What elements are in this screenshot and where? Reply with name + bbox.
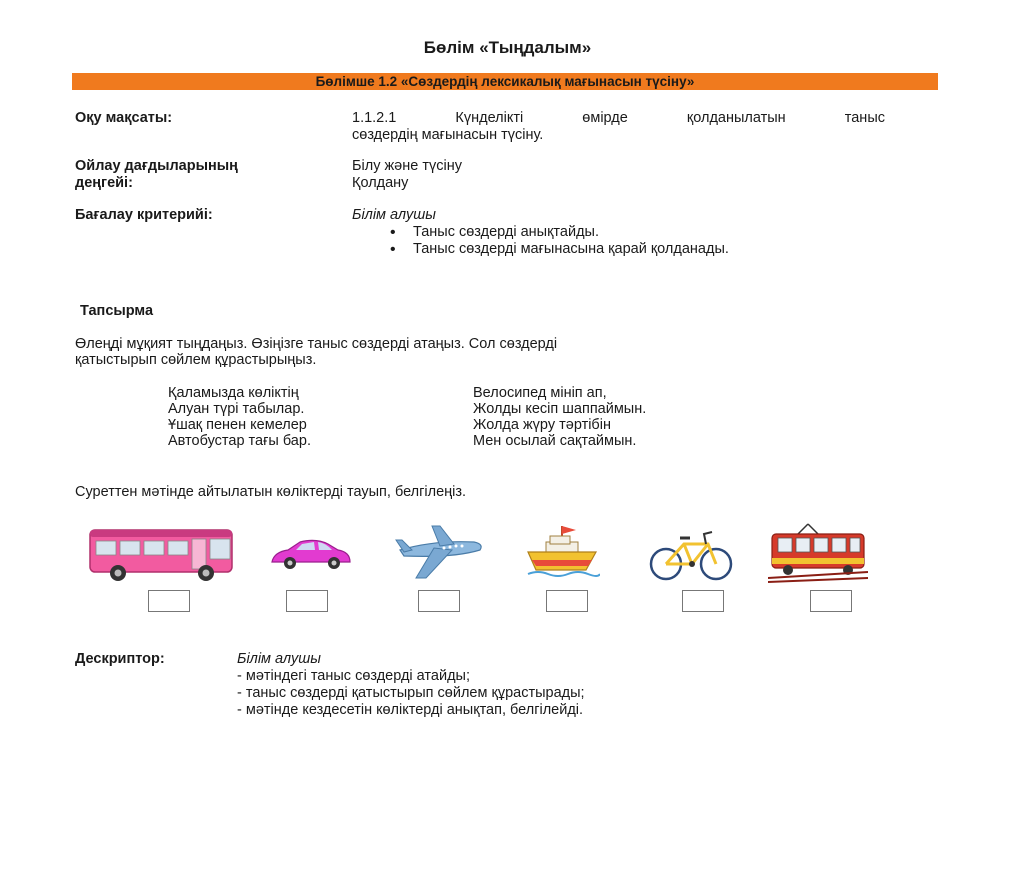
thinking-value-line2: Қолдану	[352, 175, 409, 191]
poem-line: Автобустар тағы бар.	[168, 433, 311, 449]
objective-label: Оқу мақсаты:	[75, 110, 173, 126]
criteria-list	[388, 224, 768, 258]
criteria-intro: Білім алушы	[352, 207, 436, 223]
poem-line: Ұшақ пенен кемелер	[168, 417, 307, 433]
criteria-label: Бағалау критерийі:	[75, 207, 213, 223]
airplane-icon	[394, 522, 486, 584]
thinking-label-line1: Ойлау дағдыларының	[75, 158, 238, 174]
poem-right-stanza	[473, 385, 646, 449]
tram-checkbox[interactable]	[810, 590, 852, 612]
descriptor-block	[237, 651, 585, 719]
picture-task-text: Суреттен мәтінде айтылатын көліктерді тауып, белгілеңіз.	[75, 484, 467, 500]
task-heading: Тапсырма	[80, 303, 154, 319]
poem-line: Жолды кесіп шаппаймын.	[473, 401, 647, 417]
subsection-banner: Бөлімше 1.2 «Сөздердің лексикалық мағынасын түсіну»	[72, 73, 938, 90]
task-instruction-line2: қатыстырып сөйлем құрастырыңыз.	[75, 352, 317, 368]
poem-line: Алуан түрі табылар.	[168, 401, 305, 417]
tram-icon	[768, 522, 868, 584]
objective-text-line2: сөздердің мағынасын түсіну.	[352, 127, 544, 143]
descriptor-item: - таныс сөздерді қатыстырып сөйлем құрастырады;	[237, 685, 585, 701]
descriptor-item: - мәтінде кездесетін көліктерді анықтап, белгілейді.	[237, 702, 584, 718]
ship-checkbox[interactable]	[546, 590, 588, 612]
poem-line: Мен осылай сақтаймын.	[473, 433, 637, 449]
bicycle-icon	[646, 522, 738, 584]
descriptor-intro: Білім алушы	[237, 651, 321, 667]
criteria-item: • Таныс сөздерді анықтайды.	[388, 224, 768, 241]
bicycle-checkbox[interactable]	[682, 590, 724, 612]
bus-icon	[88, 522, 236, 584]
poem-line: Велосипед мініп ап,	[473, 385, 607, 401]
section-title: Бөлім «Тыңдалым»	[423, 38, 592, 57]
poem-line: Жолда жүру тәртібін	[473, 417, 611, 433]
thinking-value-line1: Білу және түсіну	[352, 158, 462, 174]
task-instruction-line1: Өлеңді мұқият тыңдаңыз. Өзіңізге таныс сөздерді атаңыз. Сол сөздерді	[75, 336, 558, 352]
poem-line: Қаламызда көліктің	[168, 385, 299, 401]
car-icon	[268, 522, 354, 584]
descriptor-item: - мәтіндегі таныс сөздерді атайды;	[237, 668, 470, 684]
descriptor-label: Дескриптор:	[75, 651, 165, 667]
car-checkbox[interactable]	[286, 590, 328, 612]
criteria-item: • Таныс сөздерді мағынасына қарай қолданады.	[388, 241, 768, 258]
airplane-checkbox[interactable]	[418, 590, 460, 612]
objective-text-line1: 1.1.2.1 Күнделікті өмірде қолданылатын таныс	[352, 110, 885, 126]
ship-icon	[524, 522, 600, 584]
bus-checkbox[interactable]	[148, 590, 190, 612]
poem-left-stanza	[168, 385, 311, 449]
thinking-label-line2: деңгейі:	[75, 175, 133, 191]
